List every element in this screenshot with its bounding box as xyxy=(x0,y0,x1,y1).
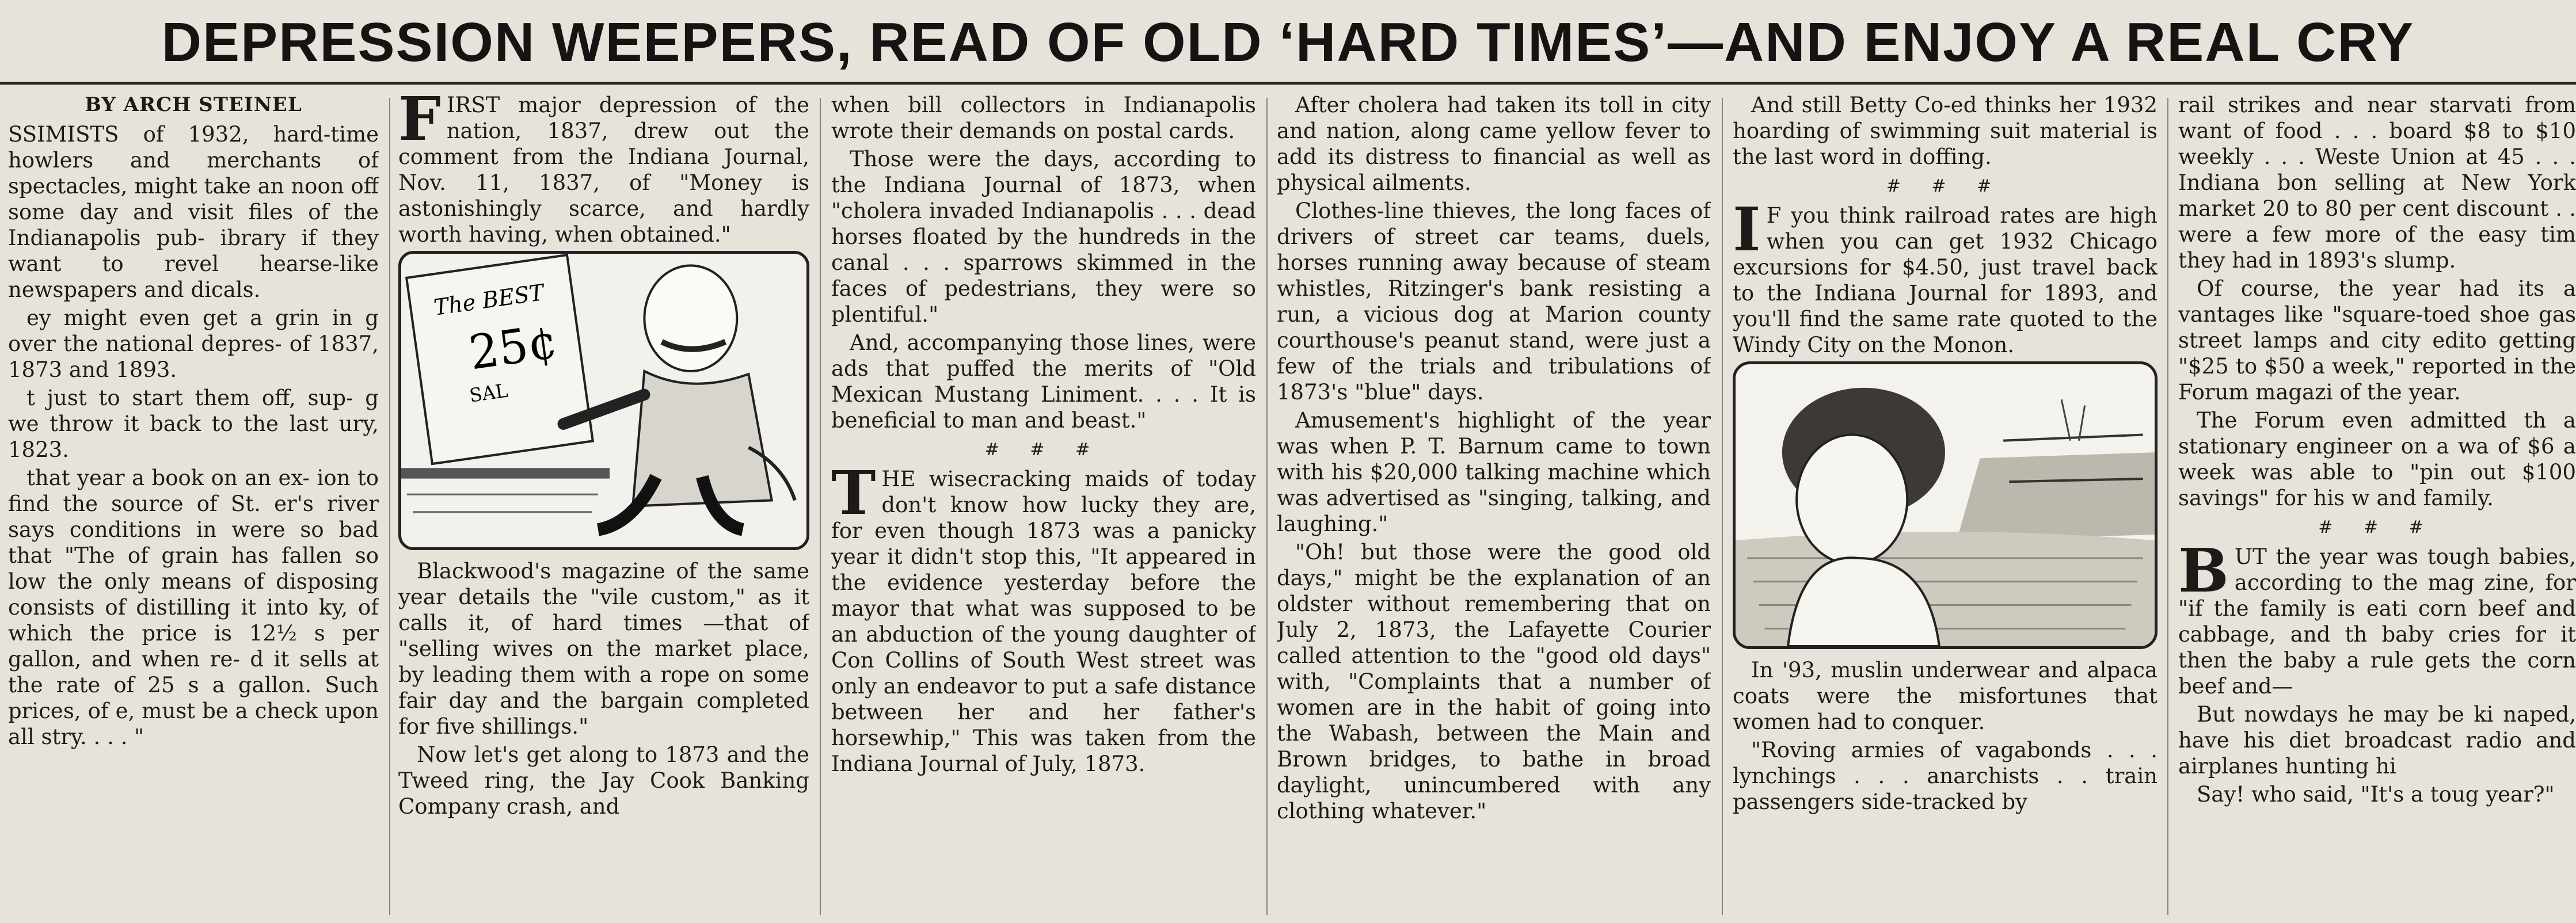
paragraph: The Forum even admitted th a stationary engineer on a wa of $6 a week was able to "pin out $100 savings" for his w and family. xyxy=(2178,408,2576,510)
paragraph: In '93, muslin underwear and alpaca coats were the misfortunes that women had to conquer. xyxy=(1733,658,2158,734)
column-divider xyxy=(2167,98,2168,915)
column-divider xyxy=(820,98,821,915)
paragraph: After cholera had taken its toll in city and nation, along came yellow fever to add its distress to financial as well as physical ailments. xyxy=(1277,93,1711,195)
cartoon-merchant-illustration xyxy=(401,254,806,547)
section-break: # # # xyxy=(984,440,1103,460)
paragraph: And still Betty Co-ed thinks her 1932 hoarding of swimming suit material is the last word in doffing. xyxy=(1733,93,2158,169)
paragraph: Say! who said, "It's a toug year?" xyxy=(2197,782,2555,807)
lead-text: HE wisecracking maids of today don't know how lucky they are, for even though 1873 was a panicky year it didn't stop this, "It appeared in the evidence yesterday before the mayor that what was supposed to be an abduction of the young daughter of Con Collins of South West street was only an endeavor to put a safe distance between her and her father's horsewhip," This was taken from the Indiana Journal of July, 1873. xyxy=(831,467,1256,776)
paragraph: But nowdays he may be ki naped, have his diet broadcast radio and airplanes hunting hi xyxy=(2178,702,2576,779)
counter-bar xyxy=(401,468,610,478)
paragraph: that year a book on an ex- ion to find the source of St. er's river says conditions in were so bad that "The of grain has fallen so low the only means of disposing consists of distilling it into ky, of which the price is 12½ s per gallon, and when re- d it sells at the rate of 25 s a gallon. Such prices, of e, must be a check upon all stry. . . . " xyxy=(8,466,379,749)
woman-face xyxy=(1797,435,1907,565)
paragraph: SSIMISTS of 1932, hard-time howlers and merchants of spectacles, might take an noon off some day and visit files of the Indianapolis pub- ibrary if they want to revel hearse-like newspapers and dicals. xyxy=(8,122,379,302)
section-break: # # # xyxy=(1886,176,2004,196)
headline: DEPRESSION WEEPERS, READ OF OLD ‘HARD TIMES’—AND ENJOY A REAL CRY xyxy=(161,12,2415,73)
paragraph: ey might even get a grin in g over the national depres- of 1837, 1873 and 1893. xyxy=(8,306,379,382)
column-divider xyxy=(1722,98,1723,915)
drop-cap: B xyxy=(2178,535,2229,606)
column-divider xyxy=(389,98,390,915)
paragraph: "Roving armies of vagabonds . . . lynchings . . . anarchists . . train passengers side-tracked by xyxy=(1733,738,2158,814)
paragraph: Amusement's highlight of the year was when P. T. Barnum came to town with his $20,000 talking machine which was advertised as "singing, talking, and laughing." xyxy=(1277,408,1711,536)
paragraph: Of course, the year had its a vantages like "square-toed shoe gas street lamps and city edito getting "$25 to $50 a week," reported in the Forum magazi of the year. xyxy=(2178,276,2576,405)
column-4 xyxy=(1277,92,1711,923)
sale-sign-line-3: SAL xyxy=(468,379,509,407)
headline-rule xyxy=(0,82,2576,85)
paragraph: Blackwood's magazine of the same year details the "vile custom," as it calls it, of hard times —that of "selling wives on the market place, by leading them with a rope on some fair day and the bargain completed for five shillings." xyxy=(398,559,809,739)
lead-paragraph xyxy=(398,92,809,247)
sale-sign-line-2: 25¢ xyxy=(466,314,561,381)
drop-cap: F xyxy=(398,92,441,154)
column-divider xyxy=(1266,98,1268,915)
paragraph: rail strikes and near starvati from want of food . . . board $8 to $10 weekly . . . Weste Union at 45 . . . Indiana bon selling at New York market 20 to 80 per cent discount . . were a few more of the easy tim they had in 1893's slump. xyxy=(2178,93,2576,273)
cartoon-bather xyxy=(1733,361,2158,649)
column-3 xyxy=(831,92,1256,923)
section-break: # # # xyxy=(2318,517,2436,537)
riverbank xyxy=(1957,452,2155,540)
cartoon-merchant xyxy=(398,251,809,550)
paragraph: when bill collectors in Indianapolis wrote their demands on postal cards. xyxy=(831,93,1256,143)
lead-paragraph xyxy=(1733,194,2158,358)
lead-paragraph xyxy=(831,457,1256,777)
lead-text: UT the year was tough babies, according to the mag zine, for "if the family is eati corn beef and cabbage, and th baby cries for it then the baby a rule gets the corn beef and— xyxy=(2178,544,2576,699)
paragraph: t just to start them off, sup- g we throw it back to the last ury, 1823. xyxy=(8,386,379,462)
column-5 xyxy=(1733,92,2158,923)
lead-paragraph xyxy=(2178,535,2576,699)
paragraph: Those were the days, according to the Indiana Journal of 1873, when "cholera invaded Indianapolis . . . dead horses floated by the hundreds in the canal . . . sparrows skimmed in the faces of pedestrians, they were so plentiful." xyxy=(831,147,1256,327)
sale-sign-line-1: The BEST xyxy=(432,279,546,321)
column-1 xyxy=(8,92,379,923)
paragraph: Clothes-line thieves, the long faces of drivers of street car teams, duels, horses running away because of steam whistles, Ritzinger's bank resisting a run, a vicious dog at Marion county courthouse's peanut stand, were just a few of the trials and tribulations of 1873's "blue" days. xyxy=(1277,199,1711,405)
byline: BY ARCH STEINEL xyxy=(85,93,302,116)
cartoon-bather-illustration xyxy=(1736,364,2155,646)
paragraph: Now let's get along to 1873 and the Tweed ring, the Jay Cook Banking Company crash, and xyxy=(398,742,809,819)
floor-lines xyxy=(407,494,598,512)
merchant-head xyxy=(644,265,737,371)
lead-text: IRST major depression of the nation, 1837, drew out the comment from the Indiana Journal, Nov. 11, 1837, of "Money is astonishingly scarce, and hardly worth having, when obtained." xyxy=(398,93,809,247)
paragraph: And, accompanying those lines, were ads that puffed the merits of "Old Mexican Mustang Liniment. . . . It is beneficial to man and beast." xyxy=(831,330,1256,433)
drop-cap: T xyxy=(831,457,876,528)
column-2 xyxy=(398,92,809,923)
paragraph: "Oh! but those were the good old days," might be the explanation of an oldster without remembering that on July 2, 1873, the Lafayette Courier called attention to the "good old days" with, "Complaints that a number of women are in the habit of going into the Wabash, between the Main and Brown bridges, to bathe in broad daylight, unincumbered with any clothing whatever." xyxy=(1277,540,1711,823)
column-6 xyxy=(2178,92,2576,923)
drop-cap: I xyxy=(1733,194,1761,265)
lead-text: F you think railroad rates are high when you can get 1932 Chicago excursions for $4.50, just travel back to the Indiana Journal for 1893, and you'll find the same rate quoted to the Windy City on the Monon. xyxy=(1733,203,2158,357)
